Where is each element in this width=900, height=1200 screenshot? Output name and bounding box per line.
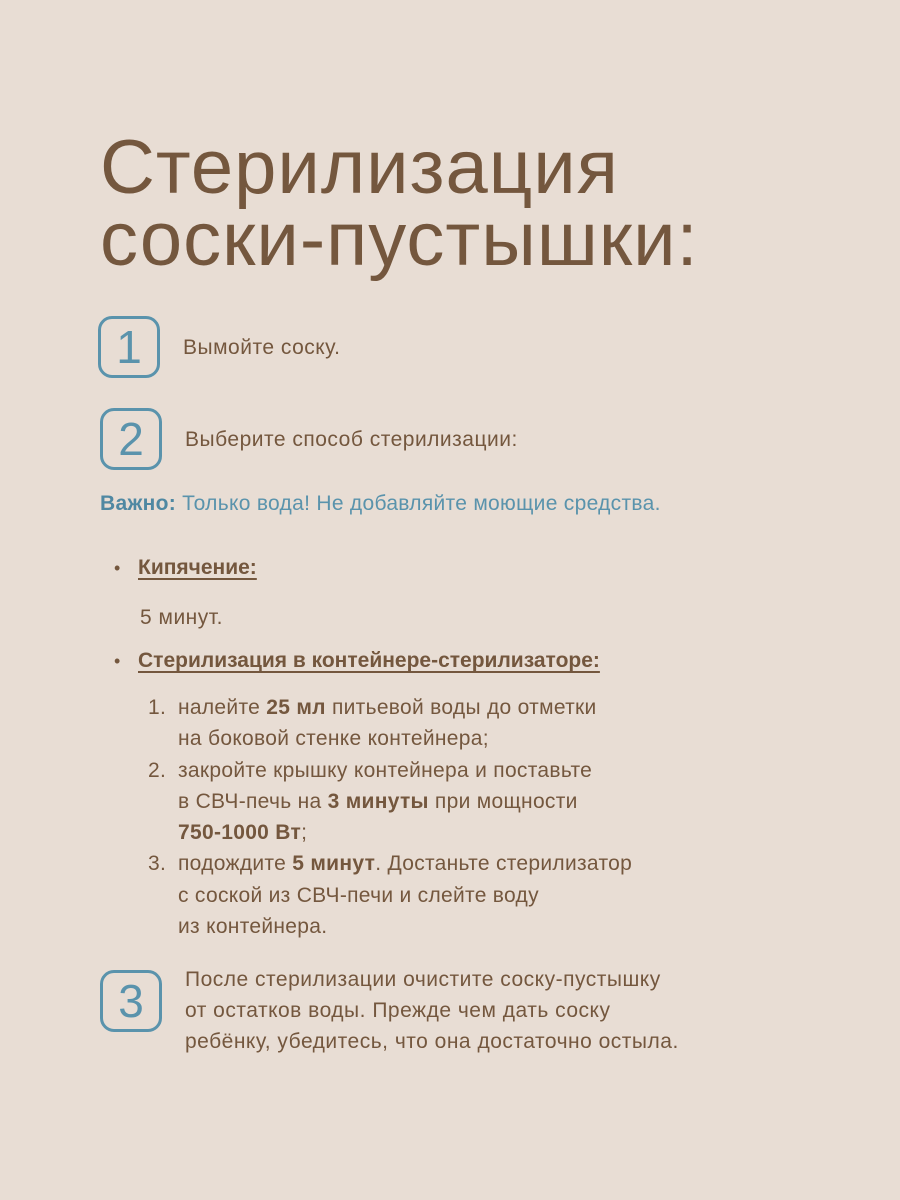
- step-1-text: Вымойте соску.: [183, 336, 341, 359]
- bold-text: 25 мл: [266, 696, 326, 719]
- container-steps-list: [148, 692, 632, 942]
- step-2-text: Выберите способ стерилизации:: [185, 428, 518, 451]
- text: из контейнера.: [178, 915, 328, 939]
- list-number: 1.: [148, 696, 167, 719]
- list-number: 2.: [148, 758, 167, 782]
- title-line-2: соски-пустышки:: [100, 197, 699, 282]
- list-item: [148, 692, 632, 755]
- step-3-number-badge: 3: [100, 970, 162, 1032]
- list-number: 3.: [148, 852, 167, 876]
- text: закройте крышку контейнера и поставьте: [178, 758, 593, 782]
- step-2-number-badge: 2: [100, 408, 162, 470]
- title-line-1: Стерилизация: [100, 125, 619, 210]
- text: . Достаньте стерилизатор: [375, 852, 633, 876]
- method-boiling-detail: 5 минут.: [140, 606, 223, 629]
- important-label: Важно:: [100, 492, 177, 515]
- bold-text: 750-1000 Вт: [178, 821, 302, 845]
- important-text: Только вода! Не добавляйте моющие средства.: [176, 492, 661, 515]
- step-1-number-badge: 1: [98, 316, 160, 378]
- method-boiling-title: Кипячение:: [138, 556, 257, 579]
- text: После стерилизации очистите соску-пустышку: [185, 968, 661, 991]
- text: ;: [301, 821, 308, 845]
- bullet-icon: •: [114, 651, 121, 671]
- important-note: [100, 492, 661, 516]
- step-3-text: [185, 964, 679, 1057]
- text: ребёнку, убедитесь, что она достаточно остыла.: [185, 1030, 679, 1053]
- text: от остатков воды. Прежде чем дать соску: [185, 999, 611, 1022]
- text: налейте: [178, 696, 267, 719]
- method-container-title: Стерилизация в контейнере-стерилизаторе:: [138, 649, 600, 672]
- list-item: [148, 848, 632, 942]
- text: с соской из СВЧ-печи и слейте воду: [178, 883, 539, 907]
- text: в СВЧ-печь на: [178, 789, 328, 813]
- text: подождите: [178, 852, 293, 876]
- text: на боковой стенке контейнера;: [178, 727, 489, 751]
- text: питьевой воды до отметки: [325, 696, 597, 719]
- list-item: [148, 755, 632, 849]
- bold-text: 3 минуты: [327, 789, 429, 813]
- bullet-icon: •: [114, 558, 121, 578]
- text: при мощности: [428, 789, 578, 813]
- page-title: [100, 125, 699, 282]
- bold-text: 5 минут: [292, 852, 376, 876]
